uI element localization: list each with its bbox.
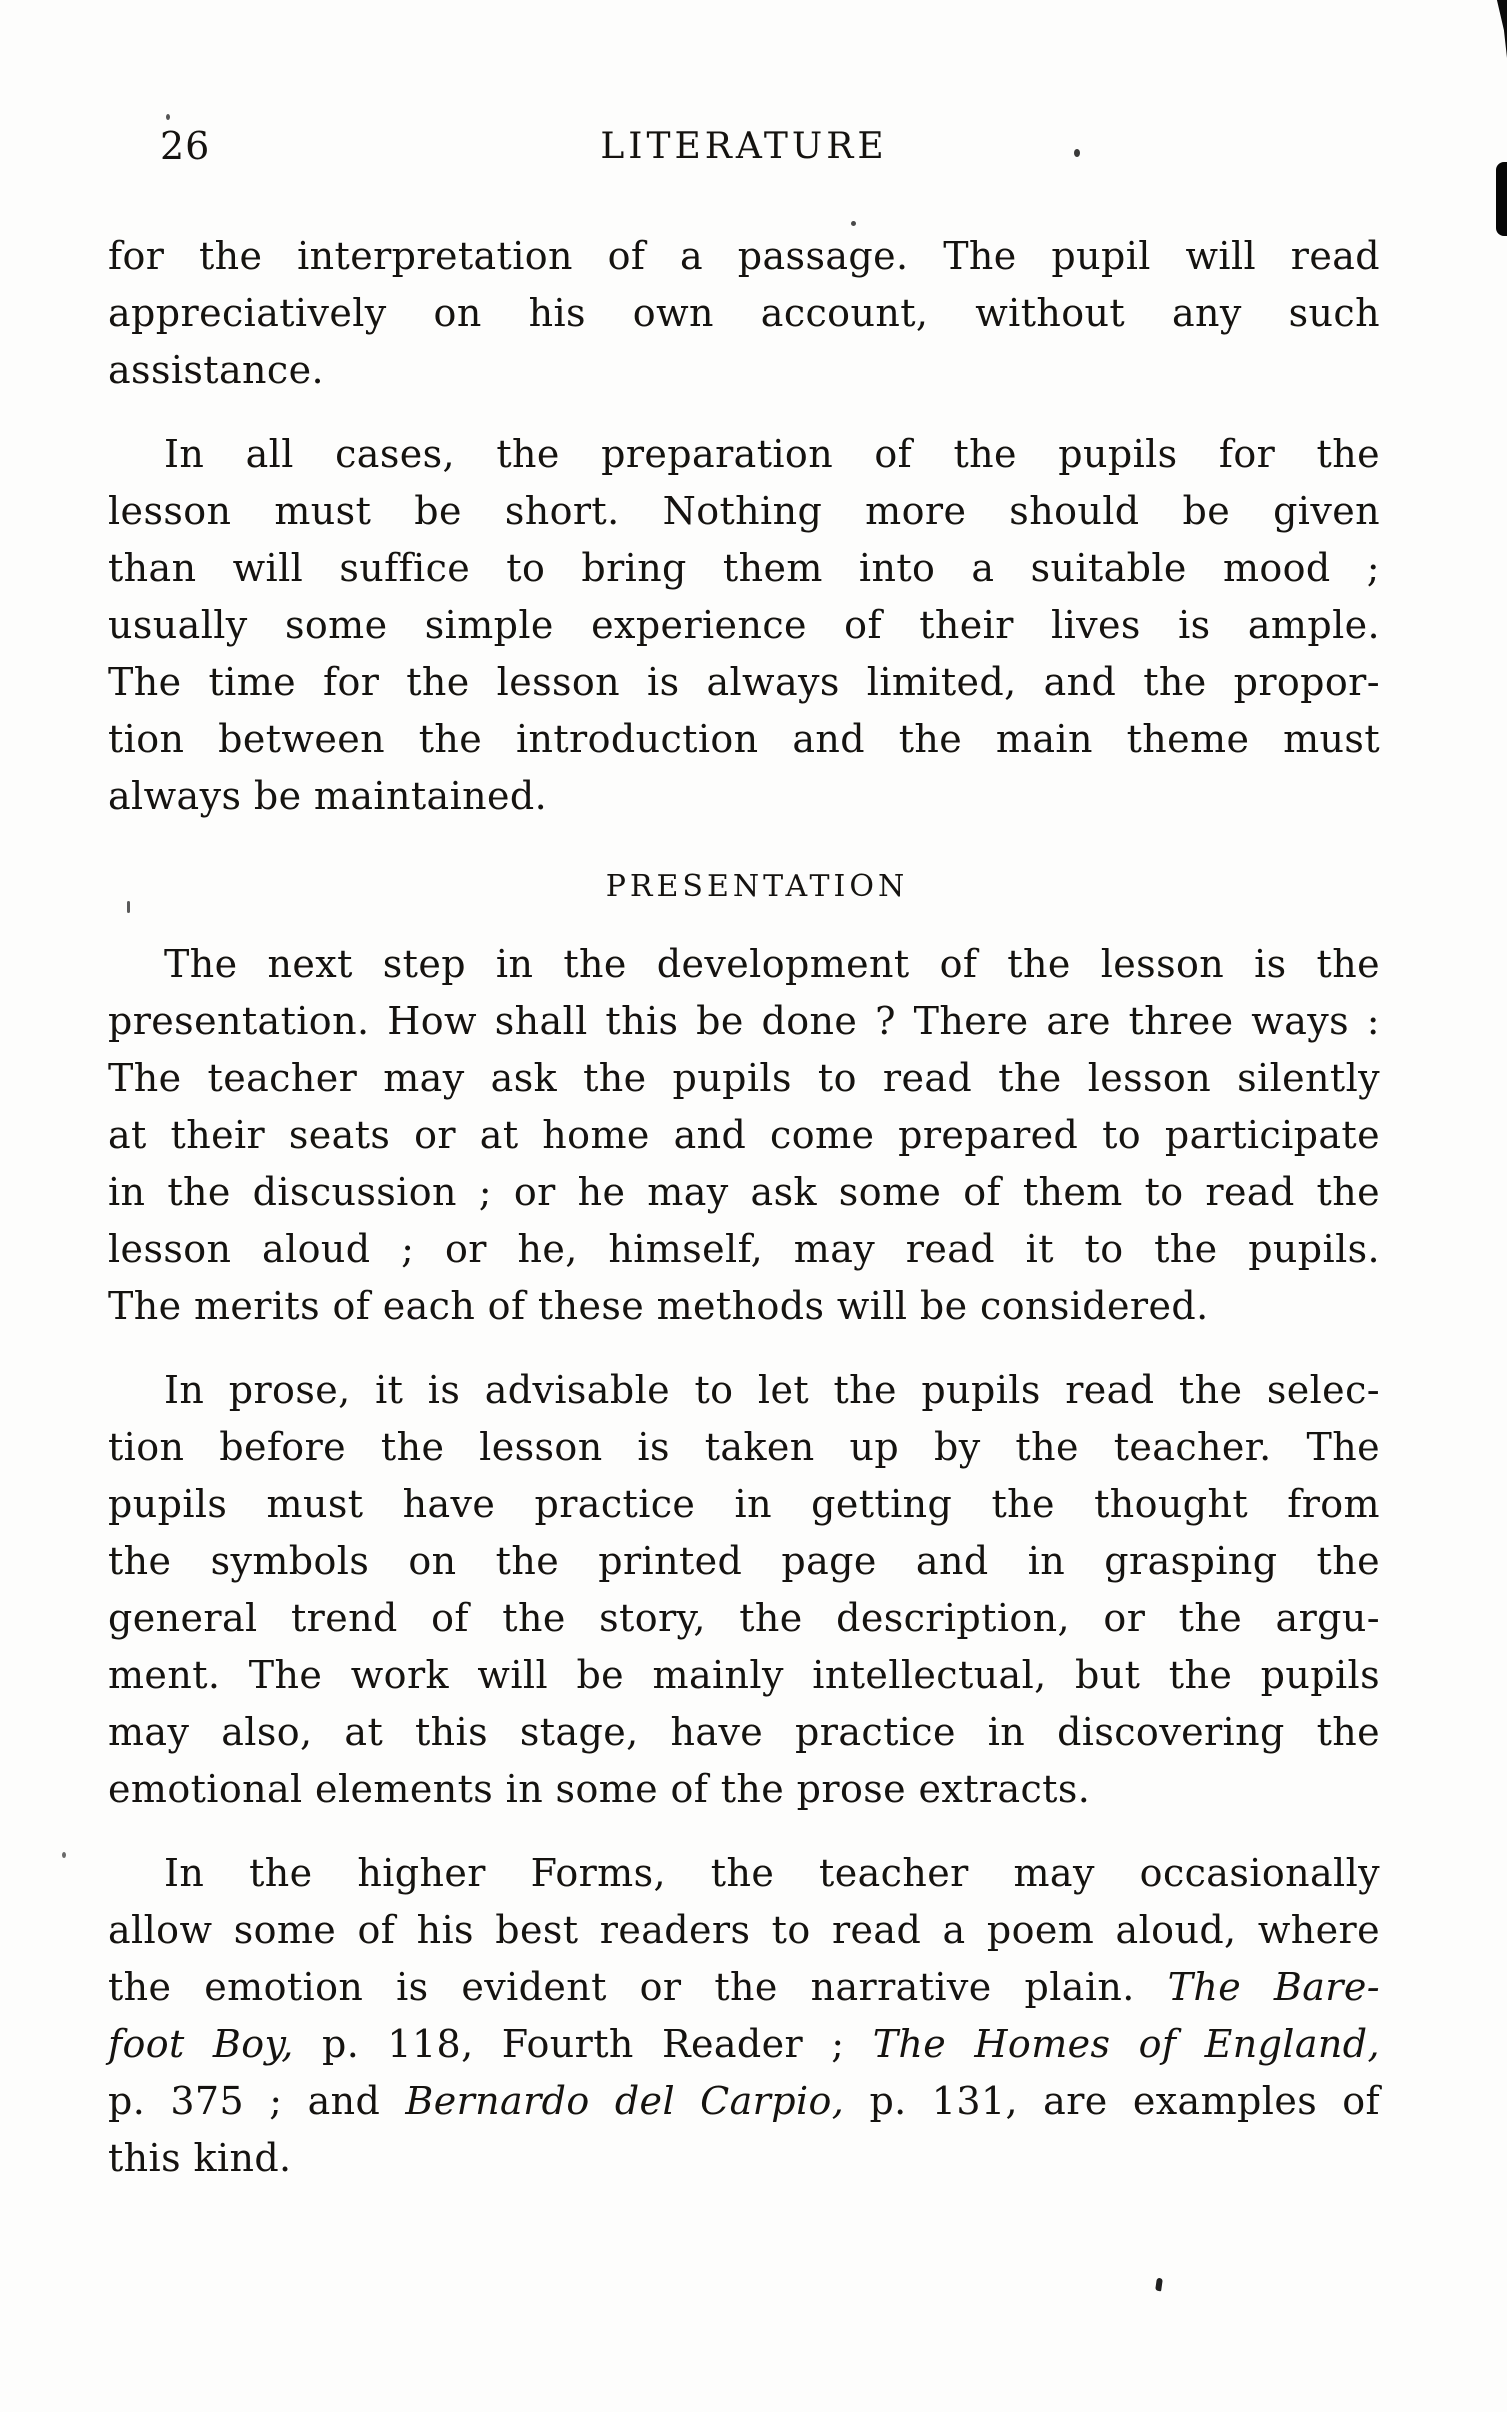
text-line [108, 768, 1380, 825]
text-line [108, 1902, 1380, 1959]
text-line [108, 1221, 1380, 1278]
text-segment: lesson aloud ; or he, himself, may read it to the pupils. [108, 1227, 1380, 1271]
text-line [108, 993, 1380, 1050]
text-line [108, 1590, 1380, 1647]
text-segment: In all cases, the preparation of the pupils for the [164, 432, 1380, 476]
running-header [108, 124, 1380, 174]
italic-title-text: Bernardo del Carpio, [405, 2079, 845, 2123]
text-line [108, 597, 1380, 654]
text-segment: p. 118, Fourth Reader ; [293, 2022, 873, 2066]
margin-ink-tick [127, 901, 130, 913]
text-line [108, 1761, 1380, 1818]
text-line [108, 426, 1380, 483]
header-title: LITERATURE [600, 126, 888, 167]
scan-ink-mark-top-right-corner [1493, 0, 1507, 58]
text-segment: pupils must have practice in getting the thought from [108, 1482, 1380, 1526]
text-segment: the emotion is evident or the narrative plain. [108, 1965, 1168, 2009]
text-line [108, 2130, 1380, 2187]
text-segment: assistance. [108, 348, 324, 392]
text-segment: the symbols on the printed page and in grasping the [108, 1539, 1380, 1583]
paragraph [108, 426, 1380, 825]
text-line [108, 1533, 1380, 1590]
text-line [108, 1362, 1380, 1419]
scan-ink-mark-right-edge [1496, 162, 1507, 236]
text-segment: ment. The work will be mainly intellectual, but the pupils [108, 1653, 1380, 1697]
text-segment: The next step in the development of the lesson is the [164, 942, 1380, 986]
text-segment: this kind. [108, 2136, 292, 2180]
text-line [108, 285, 1380, 342]
text-line [108, 540, 1380, 597]
text-segment: tion between the introduction and the main theme must [108, 717, 1380, 761]
ink-speck [166, 114, 170, 120]
text-segment: always be maintained. [108, 774, 548, 818]
text-line [108, 2073, 1380, 2130]
ink-speck [1074, 149, 1080, 157]
text-segment: The teacher may ask the pupils to read the lesson silently [108, 1056, 1380, 1100]
italic-title-text: The Bare- [1167, 1965, 1380, 2009]
text-segment: in the discussion ; or he may ask some of them to read the [108, 1170, 1380, 1214]
text-line [108, 483, 1380, 540]
text-line [108, 1845, 1380, 1902]
text-segment: presentation. How shall this be done ? There are three ways : [108, 999, 1380, 1043]
text-segment: emotional elements in some of the prose extracts. [108, 1767, 1091, 1811]
text-line [108, 1278, 1380, 1335]
text-segment: for the interpretation of a passage. The pupil will read [108, 234, 1380, 278]
paragraph [108, 936, 1380, 1335]
text-line [108, 1050, 1380, 1107]
page-number: 26 [160, 124, 211, 168]
italic-title-text: foot Boy, [108, 2022, 294, 2066]
text-segment: In prose, it is advisable to let the pupils read the selec- [164, 1368, 1380, 1412]
text-line [108, 936, 1380, 993]
text-segment: The merits of each of these methods will be considered. [108, 1284, 1209, 1328]
italic-title-text: The Homes of England, [872, 2022, 1380, 2066]
text-segment: In the higher Forms, the teacher may occasionally [164, 1851, 1380, 1895]
text-segment: p. 131, are examples of [844, 2079, 1380, 2123]
text-line [108, 2016, 1380, 2073]
text-line [108, 1647, 1380, 1704]
text-segment: general trend of the story, the description, or the argu- [108, 1596, 1380, 1640]
text-line [108, 1107, 1380, 1164]
text-line [108, 1164, 1380, 1221]
text-line [108, 228, 1380, 285]
text-segment: tion before the lesson is taken up by the teacher. The [108, 1425, 1380, 1469]
body-text [108, 228, 1380, 2214]
text-segment: allow some of his best readers to read a poem aloud, where [108, 1908, 1380, 1952]
text-segment: at their seats or at home and come prepared to participate [108, 1113, 1380, 1157]
text-line [108, 1419, 1380, 1476]
paragraph [108, 228, 1380, 399]
text-segment: than will suffice to bring them into a suitable mood ; [108, 546, 1380, 590]
margin-ink-dot [62, 1852, 66, 1858]
ink-speck [851, 221, 856, 226]
text-segment: p. 375 ; and [108, 2079, 406, 2123]
text-line [108, 1476, 1380, 1533]
text-segment: The time for the lesson is always limited, and the propor- [108, 660, 1380, 704]
text-segment: usually some simple experience of their lives is ample. [108, 603, 1380, 647]
paragraph [108, 1845, 1380, 2187]
text-segment: may also, at this stage, have practice in discovering the [108, 1710, 1380, 1754]
ink-speck-bottom [1155, 2278, 1163, 2292]
text-line [108, 711, 1380, 768]
text-line [108, 1959, 1380, 2016]
text-segment: lesson must be short. Nothing more should be given [108, 489, 1380, 533]
text-line [108, 654, 1380, 711]
text-line [108, 1704, 1380, 1761]
text-line [108, 342, 1380, 399]
paragraph [108, 1362, 1380, 1818]
section-heading: PRESENTATION [605, 869, 909, 904]
text-segment: appreciatively on his own account, without any such [108, 291, 1380, 335]
